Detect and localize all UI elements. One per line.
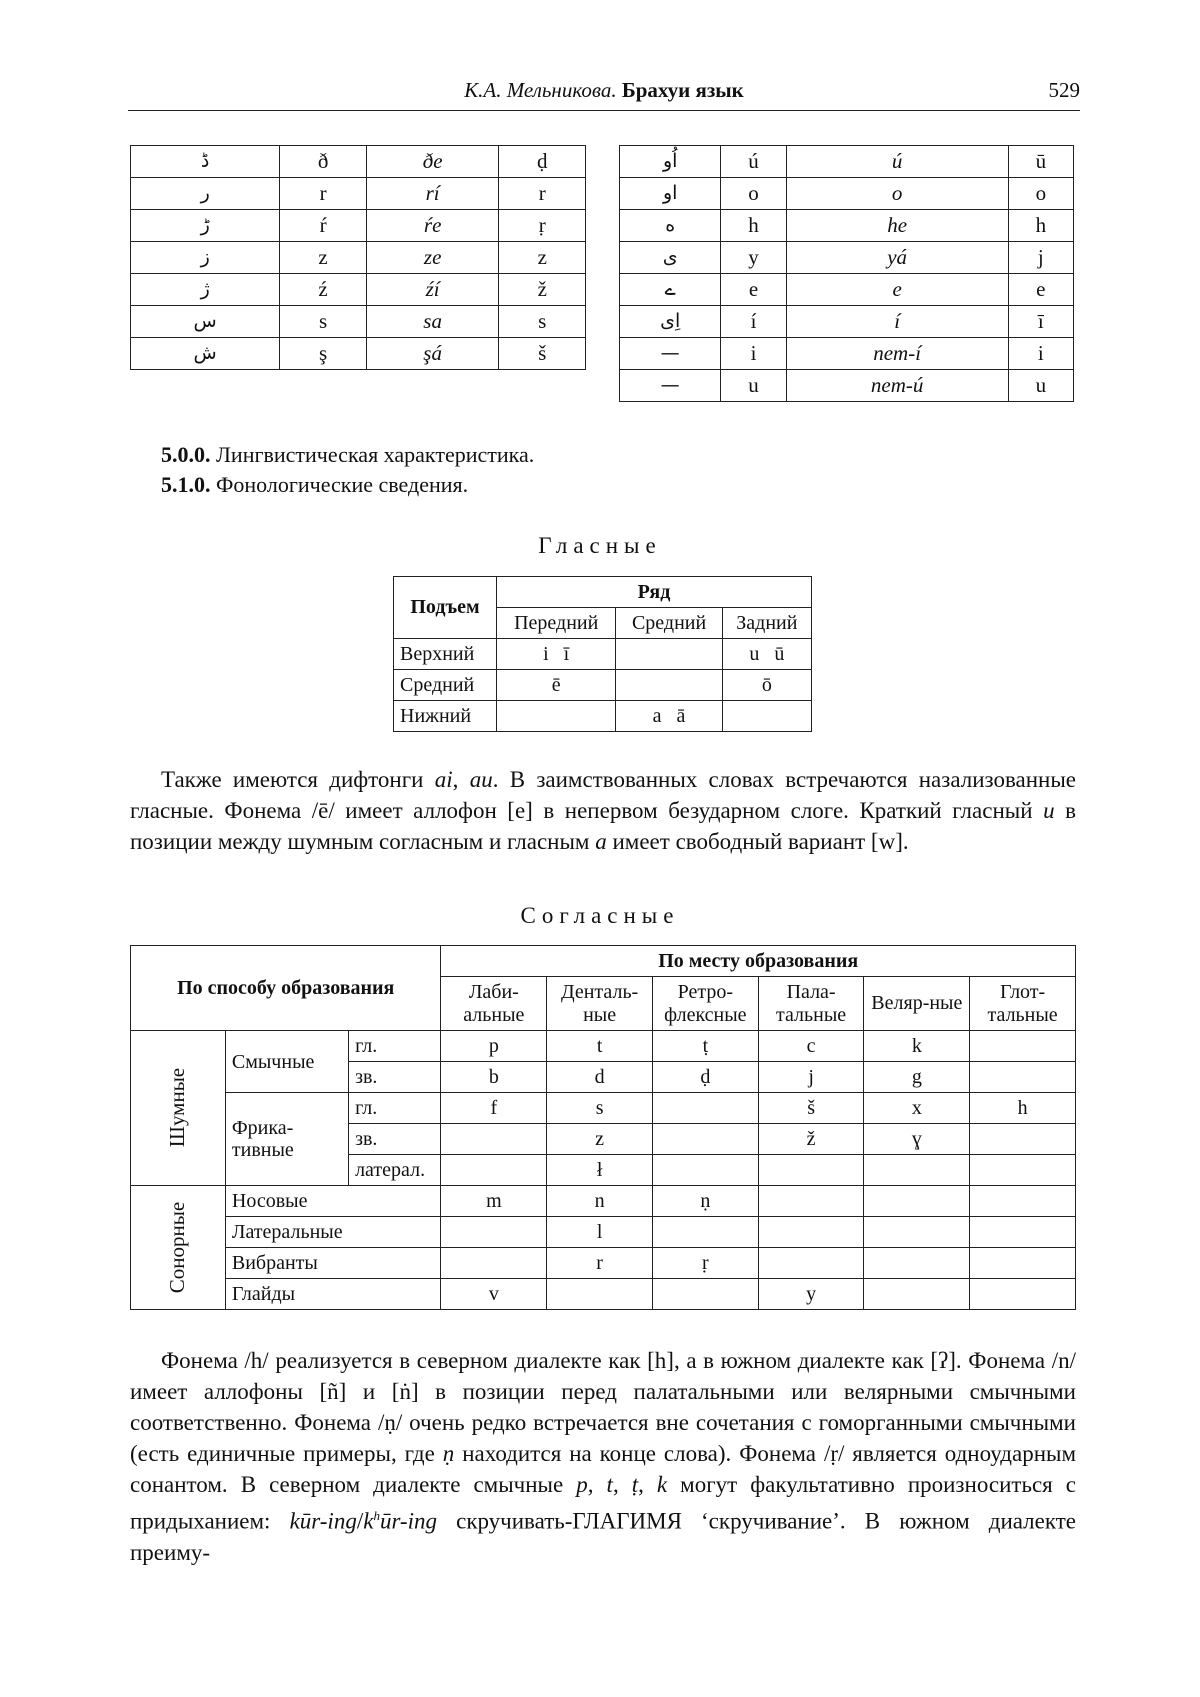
consonant-cell: y bbox=[758, 1279, 864, 1310]
section-heading-5-1-0 bbox=[161, 472, 468, 498]
manner-header: По способу образования bbox=[131, 946, 441, 1031]
consonant-cell bbox=[441, 1248, 547, 1279]
arabic-letter-cell: ے bbox=[620, 274, 721, 306]
letter-name-cell: yá bbox=[786, 242, 1008, 274]
consonant-cell bbox=[441, 1124, 547, 1155]
italic-run: kūr-ing bbox=[289, 1508, 357, 1534]
vowel-row-high bbox=[394, 639, 812, 670]
row-label: Верхний bbox=[394, 639, 497, 670]
arabic-letter-cell: اِی bbox=[620, 306, 721, 338]
italic-run: p bbox=[576, 1472, 588, 1497]
consonant-cell bbox=[758, 1217, 864, 1248]
letter-name-cell: o bbox=[786, 178, 1008, 210]
letter-name-cell: sa bbox=[366, 306, 499, 338]
section-heading-5-0-0 bbox=[161, 442, 534, 468]
paragraph-vowels-note bbox=[130, 764, 1076, 857]
arabic-letter-cell: ڈ bbox=[131, 146, 280, 178]
transcription-cell: i bbox=[1008, 338, 1073, 370]
running-head bbox=[128, 78, 1080, 111]
alphabet-row bbox=[131, 306, 586, 338]
group-noisy bbox=[131, 1031, 226, 1186]
latin-letter-cell: ŕ bbox=[280, 210, 367, 242]
alphabet-table-right bbox=[619, 145, 1074, 402]
column-central: Средний bbox=[616, 608, 722, 639]
consonant-cell bbox=[652, 1093, 758, 1124]
group-sonorant bbox=[131, 1186, 226, 1310]
page-number: 529 bbox=[1048, 78, 1080, 102]
consonant-cell: z bbox=[547, 1124, 653, 1155]
consonant-cell bbox=[864, 1186, 970, 1217]
glide-row bbox=[131, 1279, 1076, 1310]
letter-name-cell: ŕe bbox=[366, 210, 499, 242]
voicing-label: зв. bbox=[349, 1062, 441, 1093]
consonant-cell: m bbox=[441, 1186, 547, 1217]
text-run: , bbox=[452, 767, 470, 792]
letter-name-cell: ðe bbox=[366, 146, 499, 178]
running-head-title bbox=[128, 78, 1080, 103]
section-title: Лингвистическая характеристика. bbox=[210, 442, 535, 467]
consonant-cell: f bbox=[441, 1093, 547, 1124]
alphabet-row bbox=[620, 242, 1074, 274]
arabic-letter-cell: — bbox=[620, 370, 721, 402]
latin-letter-cell: r bbox=[280, 178, 367, 210]
vowel-cell: u ū bbox=[722, 639, 811, 670]
place-column-header: Ретро-флексные bbox=[652, 977, 758, 1031]
letter-name-cell: şá bbox=[366, 338, 499, 370]
letter-name-cell: źí bbox=[366, 274, 499, 306]
letter-name-cell: he bbox=[786, 210, 1008, 242]
consonant-cell bbox=[441, 1217, 547, 1248]
consonant-cell: k bbox=[864, 1031, 970, 1062]
consonant-cell bbox=[652, 1124, 758, 1155]
consonant-cell bbox=[547, 1279, 653, 1310]
row-label: Нижний bbox=[394, 701, 497, 732]
italic-run: a bbox=[595, 829, 607, 854]
consonant-cell bbox=[652, 1155, 758, 1186]
alphabet-row bbox=[131, 146, 586, 178]
italic-run: ūr-ing bbox=[379, 1508, 437, 1534]
consonant-cell: ḍ bbox=[652, 1062, 758, 1093]
italic-run: ṭ bbox=[631, 1472, 639, 1497]
alphabet-row bbox=[131, 338, 586, 370]
transcription-cell: ž bbox=[499, 274, 586, 306]
transcription-cell: ī bbox=[1008, 306, 1073, 338]
text-run: , bbox=[638, 1472, 657, 1497]
superscript-run: h bbox=[373, 1508, 380, 1523]
latin-letter-cell: ð bbox=[280, 146, 367, 178]
section-number: 5.1.0. bbox=[161, 472, 211, 497]
arabic-letter-cell: — bbox=[620, 338, 721, 370]
latin-letter-cell: e bbox=[721, 274, 786, 306]
consonant-cell bbox=[864, 1155, 970, 1186]
row-label: Средний bbox=[394, 670, 497, 701]
alphabet-row bbox=[620, 178, 1074, 210]
text-run: в позиции между шумным согласным и гласным bbox=[130, 798, 1076, 854]
vowels-caption: Гласные bbox=[538, 533, 662, 558]
place-column-header: Денталь-ные bbox=[547, 977, 653, 1031]
arabic-letter-cell: ز bbox=[131, 242, 280, 274]
consonant-cell: ṛ bbox=[652, 1248, 758, 1279]
vowels-table bbox=[393, 576, 812, 732]
vowel-cell: a ā bbox=[616, 701, 722, 732]
letter-name-cell: í bbox=[786, 306, 1008, 338]
manner-label: Носовые bbox=[225, 1186, 441, 1217]
italic-run: t bbox=[606, 1472, 613, 1497]
alphabet-row bbox=[131, 178, 586, 210]
consonant-cell bbox=[864, 1279, 970, 1310]
transcription-cell: u bbox=[1008, 370, 1073, 402]
transcription-cell: ṛ bbox=[499, 210, 586, 242]
consonant-cell: s bbox=[547, 1093, 653, 1124]
alphabet-row bbox=[131, 274, 586, 306]
text-run: , bbox=[612, 1472, 632, 1497]
group-sonorant-label: Сонорные bbox=[165, 1201, 190, 1294]
latin-letter-cell: ź bbox=[280, 274, 367, 306]
vowel-cell bbox=[616, 639, 722, 670]
consonant-cell bbox=[758, 1186, 864, 1217]
vowel-row-mid bbox=[394, 670, 812, 701]
consonant-cell: v bbox=[441, 1279, 547, 1310]
letter-name-cell: nem-í bbox=[786, 338, 1008, 370]
consonant-cell: ṭ bbox=[652, 1031, 758, 1062]
arabic-letter-cell: ی bbox=[620, 242, 721, 274]
alphabet-row bbox=[620, 370, 1074, 402]
text-run: Также имеются дифтонги bbox=[161, 767, 435, 792]
place-column-header: Пала-тальные bbox=[758, 977, 864, 1031]
consonant-cell bbox=[758, 1155, 864, 1186]
consonant-cell: ṇ bbox=[652, 1186, 758, 1217]
consonant-cell bbox=[970, 1155, 1076, 1186]
consonant-cell bbox=[652, 1279, 758, 1310]
consonant-cell bbox=[970, 1124, 1076, 1155]
voicing-label: зв. bbox=[349, 1124, 441, 1155]
voicing-label: гл. bbox=[349, 1031, 441, 1062]
consonant-cell: ɣ bbox=[864, 1124, 970, 1155]
vowel-cell bbox=[497, 701, 616, 732]
consonants-caption: Согласные bbox=[520, 903, 680, 928]
consonant-cell bbox=[758, 1248, 864, 1279]
text-run: скручивать-ГЛАГИМЯ ‘скручивание’. В южном диалекте преиму- bbox=[130, 1508, 1077, 1565]
text-run: Фонема /h/ реализуется в северном диалекте как [h], а в южном диалекте как [ʔ]. Фонема /n/ имеет аллофоны [ñ] и [ṅ] в позиции перед палатальными или велярными смычными соответственно. Фонема /ṇ/ очень редко встречается вне сочетания с гоморганными смычными (есть единичные примеры, где bbox=[130, 1348, 1076, 1466]
lateral-row bbox=[131, 1217, 1076, 1248]
height-header: Подъем bbox=[394, 577, 497, 639]
manner-stops: Смычные bbox=[225, 1031, 348, 1093]
manner-label: Глайды bbox=[225, 1279, 441, 1310]
consonant-cell: ž bbox=[758, 1124, 864, 1155]
voicing-label: гл. bbox=[349, 1093, 441, 1124]
alphabet-row bbox=[131, 242, 586, 274]
fricative-voiceless-row bbox=[131, 1093, 1076, 1124]
text-run: могут факультативно произноситься с придыханием: bbox=[130, 1472, 1076, 1534]
vowel-cell bbox=[616, 670, 722, 701]
manner-label: Латеральные bbox=[225, 1217, 441, 1248]
latin-letter-cell: y bbox=[721, 242, 786, 274]
latin-letter-cell: ş bbox=[280, 338, 367, 370]
consonant-cell bbox=[970, 1031, 1076, 1062]
transcription-cell: e bbox=[1008, 274, 1073, 306]
latin-letter-cell: h bbox=[721, 210, 786, 242]
column-back: Задний bbox=[722, 608, 811, 639]
consonant-cell: h bbox=[970, 1093, 1076, 1124]
place-column-header: Веляр-ные bbox=[864, 977, 970, 1031]
arabic-letter-cell: اُو bbox=[620, 146, 721, 178]
vowel-cell bbox=[722, 701, 811, 732]
italic-run: u bbox=[1043, 798, 1055, 823]
latin-letter-cell: í bbox=[721, 306, 786, 338]
transcription-cell: š bbox=[499, 338, 586, 370]
nasal-row bbox=[131, 1186, 1076, 1217]
fricatives-label: Фрика-тивные bbox=[231, 1117, 294, 1161]
arabic-letter-cell: ش bbox=[131, 338, 280, 370]
text-run: находится на конце слова). Фонема /ṛ/ является одноударным сонантом. В северном диалекте смычные bbox=[130, 1441, 1077, 1497]
consonant-cell: b bbox=[441, 1062, 547, 1093]
transcription-cell: j bbox=[1008, 242, 1073, 274]
transcription-cell: h bbox=[1008, 210, 1073, 242]
italic-run: k bbox=[656, 1472, 668, 1497]
alphabet-table-left bbox=[130, 145, 586, 370]
letter-name-cell: nem-ú bbox=[786, 370, 1008, 402]
italic-run: au bbox=[469, 767, 493, 792]
text-run: . В заимствованных словах встречаются назализованные гласные. Фонема /ē/ имеет аллофон [e] в непервом безударном слоге. Краткий гласный bbox=[130, 767, 1077, 823]
consonant-cell: c bbox=[758, 1031, 864, 1062]
consonant-cell: g bbox=[864, 1062, 970, 1093]
paragraph-consonants-note bbox=[130, 1345, 1076, 1568]
consonant-cell: j bbox=[758, 1062, 864, 1093]
vowel-cell: ē bbox=[497, 670, 616, 701]
transcription-cell: r bbox=[499, 178, 586, 210]
consonant-cell bbox=[441, 1155, 547, 1186]
consonant-cell bbox=[864, 1217, 970, 1248]
place-column-header: Лаби-альные bbox=[441, 977, 547, 1031]
italic-run: ai bbox=[434, 767, 453, 792]
consonant-cell bbox=[864, 1248, 970, 1279]
stop-voiceless-row bbox=[131, 1031, 1076, 1062]
transcription-cell: z bbox=[499, 242, 586, 274]
group-noisy-label: Шумные bbox=[165, 1068, 190, 1148]
latin-letter-cell: o bbox=[721, 178, 786, 210]
consonant-cell: n bbox=[547, 1186, 653, 1217]
italic-run: k bbox=[363, 1508, 374, 1534]
consonants-table bbox=[130, 945, 1076, 1310]
letter-name-cell: ze bbox=[366, 242, 499, 274]
latin-letter-cell: ú bbox=[721, 146, 786, 178]
arabic-letter-cell: س bbox=[131, 306, 280, 338]
latin-letter-cell: i bbox=[721, 338, 786, 370]
arabic-letter-cell: ه bbox=[620, 210, 721, 242]
transcription-cell: ḍ bbox=[499, 146, 586, 178]
letter-name-cell: ú bbox=[786, 146, 1008, 178]
arabic-letter-cell: ڑ bbox=[131, 210, 280, 242]
author-name: К.А. Мельникова. bbox=[464, 78, 617, 102]
consonant-cell bbox=[652, 1217, 758, 1248]
section-number: 5.0.0. bbox=[161, 442, 211, 467]
section-title: Фонологические сведения. bbox=[210, 472, 469, 497]
consonant-cell: ł bbox=[547, 1155, 653, 1186]
vibrant-row bbox=[131, 1248, 1076, 1279]
text-run: , bbox=[587, 1472, 607, 1497]
consonant-cell: t bbox=[547, 1031, 653, 1062]
consonant-cell: d bbox=[547, 1062, 653, 1093]
vowel-row-low bbox=[394, 701, 812, 732]
place-header: По месту образования bbox=[441, 946, 1076, 977]
consonant-cell: p bbox=[441, 1031, 547, 1062]
place-column-header: Глот-тальные bbox=[970, 977, 1076, 1031]
consonant-cell: š bbox=[758, 1093, 864, 1124]
latin-letter-cell: s bbox=[280, 306, 367, 338]
vowel-cell: i ī bbox=[497, 639, 616, 670]
letter-name-cell: rí bbox=[366, 178, 499, 210]
consonant-cell bbox=[970, 1062, 1076, 1093]
alphabet-row bbox=[620, 338, 1074, 370]
alphabet-row bbox=[620, 274, 1074, 306]
column-front: Передний bbox=[497, 608, 616, 639]
latin-letter-cell: u bbox=[721, 370, 786, 402]
consonant-cell bbox=[970, 1186, 1076, 1217]
alphabet-row bbox=[620, 146, 1074, 178]
consonant-cell: x bbox=[864, 1093, 970, 1124]
manner-label: Вибранты bbox=[225, 1248, 441, 1279]
transcription-cell: o bbox=[1008, 178, 1073, 210]
arabic-letter-cell: او bbox=[620, 178, 721, 210]
voicing-label: латерал. bbox=[349, 1155, 441, 1186]
alphabet-row bbox=[620, 306, 1074, 338]
transcription-cell: s bbox=[499, 306, 586, 338]
text-run: / bbox=[356, 1508, 364, 1534]
alphabet-row bbox=[131, 210, 586, 242]
arabic-letter-cell: ژ bbox=[131, 274, 280, 306]
consonant-cell: l bbox=[547, 1217, 653, 1248]
manner-fricatives bbox=[225, 1093, 348, 1186]
row-header: Ряд bbox=[497, 577, 812, 608]
transcription-cell: ū bbox=[1008, 146, 1073, 178]
work-title: Брахуи язык bbox=[621, 78, 744, 102]
alphabet-row bbox=[620, 210, 1074, 242]
latin-letter-cell: z bbox=[280, 242, 367, 274]
arabic-letter-cell: ر bbox=[131, 178, 280, 210]
consonant-cell: r bbox=[547, 1248, 653, 1279]
consonant-cell bbox=[970, 1217, 1076, 1248]
italic-run: ṇ bbox=[442, 1441, 455, 1466]
consonant-cell bbox=[970, 1248, 1076, 1279]
vowel-cell: ō bbox=[722, 670, 811, 701]
letter-name-cell: e bbox=[786, 274, 1008, 306]
text-run: имеет свободный вариант [w]. bbox=[606, 829, 909, 854]
consonant-cell bbox=[970, 1279, 1076, 1310]
